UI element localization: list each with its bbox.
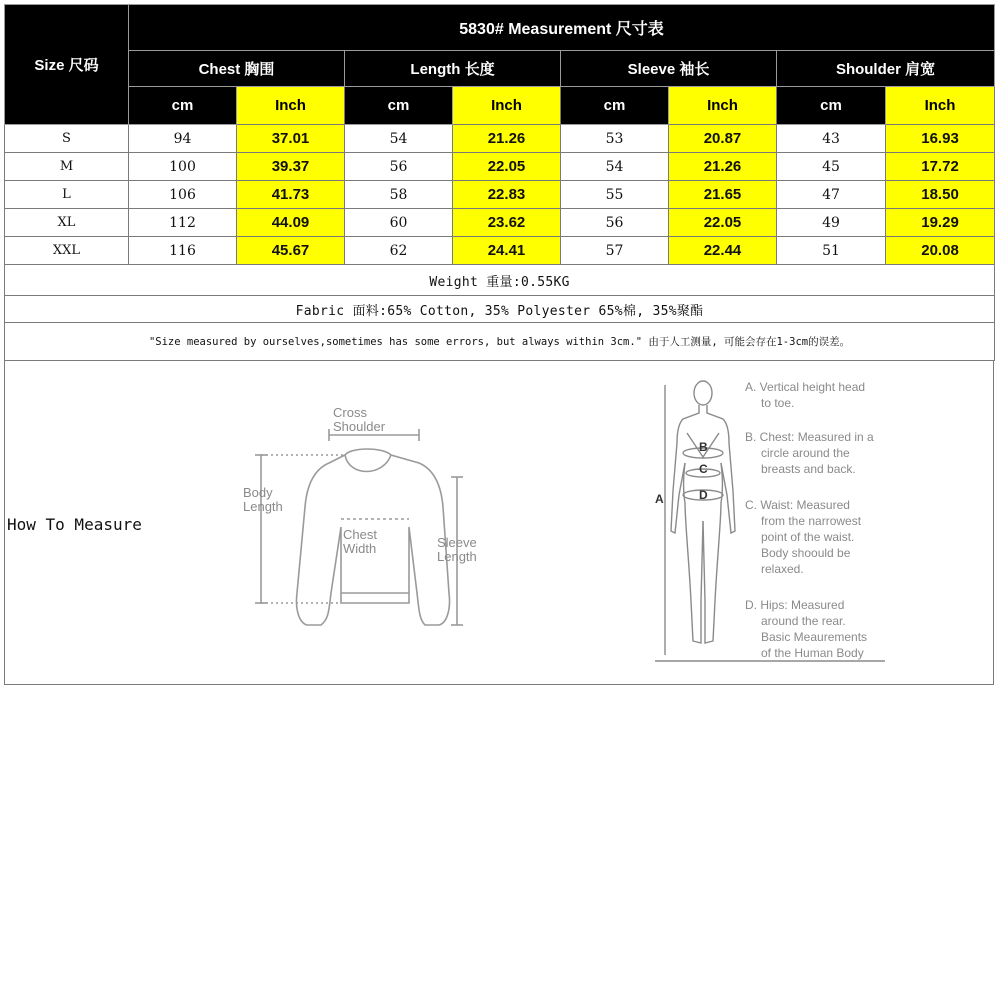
sweater-diagram-icon <box>233 397 503 663</box>
note-a-line: A. Vertical height head <box>745 380 866 394</box>
length-cm-cell: 54 <box>345 125 453 153</box>
size-chart <box>4 4 994 685</box>
sleeve-inch-cell: 22.44 <box>669 237 777 265</box>
table-row <box>5 209 995 237</box>
length-inch-cell: 24.41 <box>453 237 561 265</box>
length-inch-cell: 21.26 <box>453 125 561 153</box>
shoulder-inch-cell: 18.50 <box>886 181 995 209</box>
chest-cm-cell: 94 <box>129 125 237 153</box>
note-c-line: point of the waist. <box>761 530 855 544</box>
length-header: Length 长度 <box>345 51 561 87</box>
note-c-line: Body shoould be <box>761 546 851 560</box>
note-d-line: of the Human Body <box>761 646 864 660</box>
chest-cm-cell: 116 <box>129 237 237 265</box>
weight-row: Weight 重量:0.55KG <box>5 265 995 296</box>
body-length-label: Length <box>243 499 283 514</box>
measure-letter-c: C <box>699 462 708 476</box>
chest-inch-cell: 41.73 <box>237 181 345 209</box>
fabric-row: Fabric 面料:65% Cotton, 35% Polyester 65%棉, 35%聚酯 <box>5 296 995 323</box>
length-cm-cell: 56 <box>345 153 453 181</box>
sleeve-inch-cell: 21.26 <box>669 153 777 181</box>
how-to-measure-section <box>4 361 994 685</box>
size-cell: XL <box>5 209 129 237</box>
unit-cm-header: cm <box>345 87 453 125</box>
shoulder-header: Shoulder 肩宽 <box>777 51 995 87</box>
unit-inch-header: Inch <box>237 87 345 125</box>
sleeve-inch-cell: 22.05 <box>669 209 777 237</box>
table-title: 5830# Measurement 尺寸表 <box>129 5 995 51</box>
note-c-line: from the narrowest <box>761 514 862 528</box>
measure-letter-b: B <box>699 440 708 454</box>
human-body-diagram-icon <box>645 371 895 681</box>
table-row <box>5 181 995 209</box>
chest-cm-cell: 112 <box>129 209 237 237</box>
table-row <box>5 237 995 265</box>
size-cell: M <box>5 153 129 181</box>
length-inch-cell: 23.62 <box>453 209 561 237</box>
body-length-label: Body <box>243 485 273 500</box>
chest-inch-cell: 39.37 <box>237 153 345 181</box>
table-row <box>5 125 995 153</box>
chest-width-label: Chest <box>343 527 377 542</box>
table-row <box>5 153 995 181</box>
chest-cm-cell: 100 <box>129 153 237 181</box>
measure-letter-d: D <box>699 488 708 502</box>
cross-shoulder-label: Cross <box>333 405 367 420</box>
note-d-line: around the rear. <box>761 614 846 628</box>
note-b-line: circle around the <box>761 446 850 460</box>
chest-inch-cell: 37.01 <box>237 125 345 153</box>
length-cm-cell: 58 <box>345 181 453 209</box>
chest-inch-cell: 45.67 <box>237 237 345 265</box>
size-cell: XXL <box>5 237 129 265</box>
length-cm-cell: 60 <box>345 209 453 237</box>
sleeve-length-label: Length <box>437 549 477 564</box>
sleeve-header: Sleeve 袖长 <box>561 51 777 87</box>
note-c-line: relaxed. <box>761 562 804 576</box>
size-cell: S <box>5 125 129 153</box>
shoulder-inch-cell: 16.93 <box>886 125 995 153</box>
measurement-table <box>4 4 995 361</box>
shoulder-cm-cell: 51 <box>777 237 886 265</box>
unit-inch-header: Inch <box>453 87 561 125</box>
length-inch-cell: 22.05 <box>453 153 561 181</box>
chest-cm-cell: 106 <box>129 181 237 209</box>
unit-cm-header: cm <box>129 87 237 125</box>
unit-cm-header: cm <box>561 87 669 125</box>
note-c-line: C. Waist: Measured <box>745 498 850 512</box>
how-to-measure-label: How To Measure <box>7 515 142 534</box>
shoulder-cm-cell: 43 <box>777 125 886 153</box>
unit-cm-header: cm <box>777 87 886 125</box>
unit-inch-header: Inch <box>886 87 995 125</box>
measurement-note: "Size measured by ourselves,sometimes has some errors, but always within 3cm." 由于人工测量, 可能会存在1-3cm的误差。 <box>5 323 995 361</box>
note-a-line: to toe. <box>761 396 795 410</box>
sleeve-cm-cell: 54 <box>561 153 669 181</box>
shoulder-inch-cell: 20.08 <box>886 237 995 265</box>
sleeve-inch-cell: 20.87 <box>669 125 777 153</box>
note-d-line: D. Hips: Measured <box>745 598 845 612</box>
length-inch-cell: 22.83 <box>453 181 561 209</box>
sleeve-cm-cell: 55 <box>561 181 669 209</box>
cross-shoulder-label: Shoulder <box>333 419 386 434</box>
note-b-line: B. Chest: Measured in a <box>745 430 874 444</box>
shoulder-inch-cell: 19.29 <box>886 209 995 237</box>
length-cm-cell: 62 <box>345 237 453 265</box>
size-header: Size 尺码 <box>5 5 129 125</box>
sleeve-length-label: Sleeve <box>437 535 477 550</box>
size-cell: L <box>5 181 129 209</box>
shoulder-cm-cell: 45 <box>777 153 886 181</box>
chest-header: Chest 胸围 <box>129 51 345 87</box>
sleeve-cm-cell: 56 <box>561 209 669 237</box>
sleeve-cm-cell: 57 <box>561 237 669 265</box>
shoulder-cm-cell: 47 <box>777 181 886 209</box>
sleeve-inch-cell: 21.65 <box>669 181 777 209</box>
sleeve-cm-cell: 53 <box>561 125 669 153</box>
shoulder-cm-cell: 49 <box>777 209 886 237</box>
unit-inch-header: Inch <box>669 87 777 125</box>
measure-letter-a: A <box>655 492 664 506</box>
chest-inch-cell: 44.09 <box>237 209 345 237</box>
note-b-line: breasts and back. <box>761 462 856 476</box>
shoulder-inch-cell: 17.72 <box>886 153 995 181</box>
note-d-line: Basic Meaurements <box>761 630 868 644</box>
chest-width-label: Width <box>343 541 377 556</box>
